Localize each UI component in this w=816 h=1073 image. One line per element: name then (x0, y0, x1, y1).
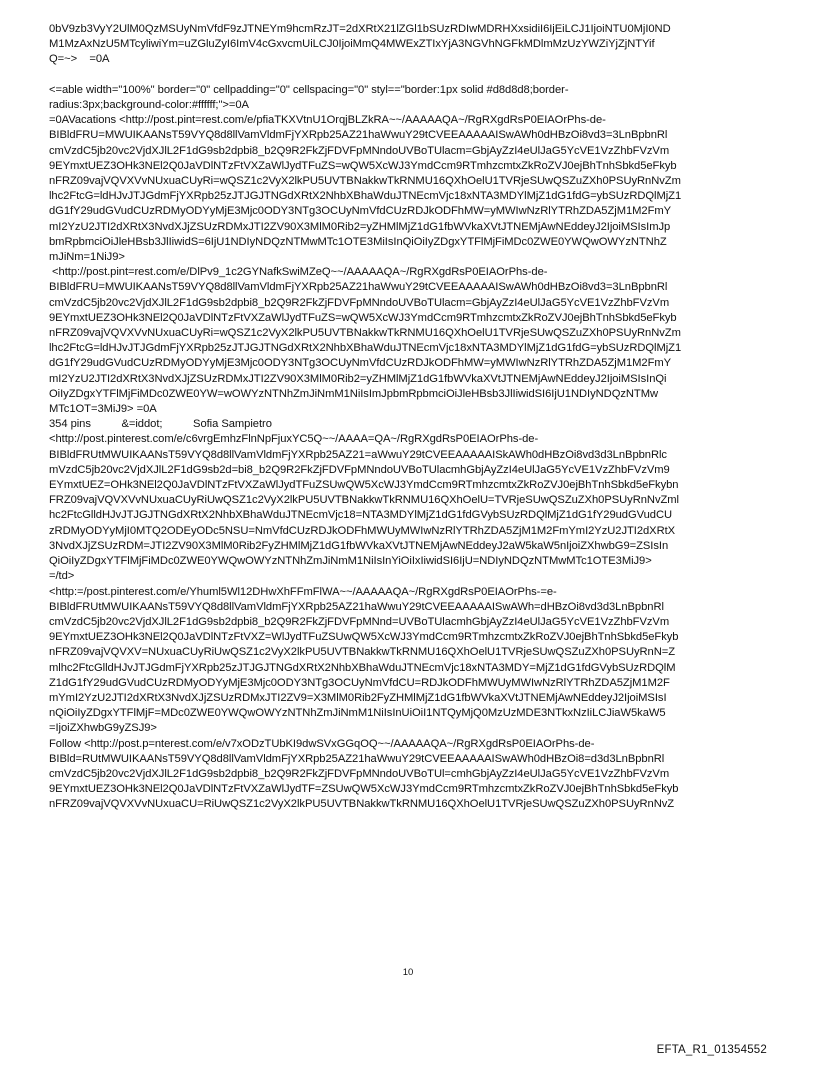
text-line: =0AVacations <http://post.pint=rest.com/e/pfiaTKXVtnU1OrqjBLZkRA~~/AAAAAQA~/RgRXgdRsP0EIAOrPhs-de- (49, 114, 606, 127)
text-line: =IjoiZXhwbG9yZSJ9> (49, 722, 157, 735)
text-line: <http:=/post.pinterest.com/e/Yhuml5Wl12DHwXhFFmFlWA~~/AAAAAQA~/RgRXgdRsP0EIAOrPhs-=e- (49, 585, 557, 598)
text-line: mVzdC5jb20vc2VjdXJlL2F1dG9sb2d=bi8_b2Q9R2FkZjFDVFpMNndoUVBoTUlacmhGbjAyZzI4eUlJaG5YcVE1VzZhbFVzVm9 (49, 463, 670, 476)
text-line: mI2YzU2JTI2dXRtX3NvdXJjZSUzRDMxJTI2ZV90X3MlM0Rib2=yZHMlMjZ1dG1fbWVkaXVtJTNEMjAwNEddeyJ2IjoiMSIsInQi (49, 372, 667, 385)
text-line: bmRpbmciOiJleHBsb3JlIiwidS=6IjU1NDIyNDQzNTMwMTc1OTE3MiIsInQiOiIyZDgxYTFlMjFiMDc0ZWE0YWQwOWYzNTNhZ (49, 235, 667, 248)
text-line: BIBldFRUtMWUIKAANsT59VYQ8d8llVamVldmFjYXRpb25AZ21haWwuY29tCVEEAAAAAISwAWh=dHBzOi8vd3d3LnBpbnRl (49, 600, 664, 613)
text-line: Q=~> =0A (49, 53, 110, 66)
text-block (49, 22, 769, 68)
text-block (49, 737, 769, 813)
text-line: 9EYmxtUEZ3OHk3NEl2Q0JaVDlNTzFtVXZ=WlJydTFuZSUwQW5XcWJ3YmdCcm9RTmhzcmtxZkRoZVJ0ejBhTnhSbkd5eFkyb (49, 631, 679, 644)
text-line: <http://post.pint=rest.com/e/DlPv9_1c2GYNafkSwiMZeQ~~/AAAAAQA~/RgRXgdRsP0EIAOrPhs-de- (49, 266, 548, 279)
text-line: 354 pins &=iddot; Sofia Sampietro (49, 418, 272, 431)
text-line: <http://post.pinterest.com/e/c6vrgEmhzFlnNpFjuxYC5Q~~/AAAA=QA~/RgRXgdRsP0EIAOrPhs-de- (49, 433, 539, 446)
text-line: zRDMyODYyMjI0MTQ2ODEyODc5NSU=NmVfdCUzRDJkODFhMWUyMWIwNzRlYTRhZDA5ZjM1M2FmYmI2YzU2JTI2dXRtX (49, 524, 676, 537)
text-line: mI2YzU2JTI2dXRtX3NvdXJjZSUzRDMxJTI2ZV90X3MlM0Rib2=yZHMlMjZ1dG1fbWVkaXVtJTNEMjAwNEddeyJ2IjoiMSIsImJp (49, 220, 671, 233)
text-line: QiOiIyZDgxYTFlMjFiMDc0ZWE0YWQwOWYzNTNhZmJiNmM1NiIsInYiOiIxIiwidSI6IjU=NDIyNDQzNTMwMTc1OTE3MiJ9> (49, 555, 652, 568)
text-line: BIBldFRU=MWUIKAANsT59VYQ8d8llVamVldmFjYXRpb25AZ21haWwuY29tCVEEAAAAAISwAWh0dHBzOi8vd3=3LnBpbnRl (49, 281, 668, 294)
text-line: OiIyZDgxYTFlMjFiMDc0ZWE0YW=wOWYzNTNhZmJiNmM1NiIsImJpbmRpbmciOiJleHBsb3JlIiwidSI6IjU1NDIyNDQzNTMw (49, 387, 659, 400)
text-line: mJiNm=1NiJ9> (49, 251, 125, 264)
text-line: mYmI2YzU2JTI2dXRtX3NvdXJjZSUzRDMxJTI2ZV9=X3MlM0Rib2FyZHMlMjZ1dG1fbWVkaXVtJTNEMjAwNEddeyJ2IjoiMSIsI (49, 691, 667, 704)
document-body (49, 22, 769, 813)
text-line: M1MzAxNzU5MTcyliwiYm=uZGluZyI6ImV4cGxvcmUiLCJ0IjoiMmQ4MWExZTIxYjA3NGVhNGFkMDlmMzUzYWZiYjZjNTYif (49, 38, 655, 51)
text-block (49, 83, 769, 265)
text-line: nQiOiIyZDgxYTFlMjF=MDc0ZWE0YWQwOWYzNTNhZmJiNmM1NiIsInUiOiI1NTQyMjQ0MzUzMDE3NTkxNzIiLCJiaW5kaW5 (49, 707, 666, 720)
text-line: 0bV9zb3VyY2UlM0QzMSUyNmVfdF9zJTNEYm9hcmRzJT=2dXRtX21lZGl1bSUzRDIwMDRHXxsidiI6IjEiLCJ1IjoiNTU0MjI0ND (49, 23, 671, 35)
text-line: nFRZ09vajVQVXVvNUxuaCUyRi=wQSZ1c2VyX2lkPU5UVTBNakkwTkRNMU16QXhOelU1TVRjeSUwQSZuZXh0PSUyRnNvZm (49, 327, 681, 340)
text-line: dG1fY29udGVudCUzRDMyODYyMjE3Mjc0ODY3NTg3OCUyNmVfdCUzRDJkODFhMW=yMWIwNzRlYTRhZDA5ZjM1M2FmY (49, 205, 672, 218)
text-line: 3NvdXJjZSUzRDM=JTI2ZV90X3MlM0Rib2FyZHMlMjZ1dG1fbWVkaXVtJTNEMjAwNEddeyJ2aW5kaW5nIjoiZXhwbG9=ZSIsIn (49, 539, 669, 552)
text-line: nFRZ09vajVQVXV=NUxuaCUyRiUwQSZ1c2VyX2lkPU5UVTBNakkwTkRNMU16QXhOelU1TVRjeSUwQSZuZXh0PSUyRnN=Z (49, 646, 676, 659)
text-line: dG1fY29udGVudCUzRDMyODYyMjE3Mjc0ODY3NTg3OCUyNmVfdCUzRDJkODFhMW=yMWIwNzRlYTRhZDA5ZjM1M2FmY (49, 357, 672, 370)
text-line: cmVzdC5jb20vc2VjdXJlL2F1dG9sb2dpbi8_b2Q9R2FkZjFDVFpMNnd=UVBoTUlacmhGbjAyZzI4eUlJaG5YcVE1VzZhbFVzVm (49, 615, 670, 628)
text-line: MTc1OT=3MiJ9> =0A (49, 403, 157, 416)
text-block (49, 585, 769, 737)
text-line: cmVzdC5jb20vc2VjdXJlL2F1dG9sb2dpbi8_b2Q9R2FkZjFDVFpMNndoUVBoTUl=cmhGbjAyZzI4eUlJaG5YcVE1VzZhbFVzVm (49, 767, 670, 780)
text-block (49, 417, 769, 584)
document-id: EFTA_R1_01354552 (656, 1044, 767, 1056)
text-line: 9EYmxtUEZ3OHk3NEl2Q0JaVDlNTzFtVXZaWlJydTFuZS=wQW5XcWJ3YmdCcm9RTmhzcmtxZkRoZVJ0ejBhTnhSbkd5eFkyb (49, 311, 677, 324)
text-line: Z1dG1fY29udGVudCUzRDMyODYyMjE3Mjc0ODY3NTg3OCUyNmVfdCU=RDJkODFhMWUyMWIwNzRlYTRhZDA5ZjM1M2F (49, 676, 670, 689)
text-block (49, 265, 769, 417)
text-line: lhc2FtcG=ldHJvJTJGdmFjYXRpb25zJTJGJTNGdXRtX2NhbXBhaWduJTNEcmVjc18xNTA3MDYlMjZ1dG1fdG=ybSUzRDQlMjZ1 (49, 190, 682, 203)
text-line: radius:3px;background-color:#ffffff;">=0A (49, 99, 249, 111)
text-line: 9EYmxtUEZ3OHk3NEl2Q0JaVDlNTzFtVXZaWlJydTF=ZSUwQW5XcWJ3YmdCcm9RTmhzcmtxZkRoZVJ0ejBhTnhSbkd5eFkyb (49, 783, 679, 796)
text-line: FRZ09vajVQVXVvNUxuaCUyRiUwQSZ1c2VyX2lkPU5UVTBNakkwTkRNMU16QXhOelU=TVRjeSUwQSZuZXh0PSUyRnNvZml (49, 494, 679, 507)
text-line: hc2FtcGlldHJvJTJGJTNGdXRtX2NhbXBhaWduJTNEcmVjc18=NTA3MDYlMjZ1dG1fdGVybSUzRDQlMjZ1dG1fY29udGVudCU (49, 509, 673, 522)
text-line: BIBldFRUtMWUIKAANsT59VYQ8d8llVamVldmFjYXRpb25AZ21=aWwuY29tCVEEAAAAAISkAWh0dHBzOi8vd3d3LnBpbnRlc (49, 448, 667, 461)
text-line: cmVzdC5jb20vc2VjdXJlL2F1dG9sb2dpbi8_b2Q9R2FkZjFDVFpMNndoUVBoTUlacm=GbjAyZzI4eUlJaG5YcVE1VzZhbFVzVm (49, 144, 670, 157)
text-line: mlhc2FtcGlldHJvJTJGdmFjYXRpb25zJTJGJTNGdXRtX2NhbXBhaWduJTNEcmVjc18xNTA3MDY=MjZ1dG1fdGVybSUzRDQlM (49, 661, 676, 674)
paragraph-gap (49, 68, 769, 83)
text-line: lhc2FtcG=ldHJvJTJGdmFjYXRpb25zJTJGJTNGdXRtX2NhbXBhaWduJTNEcmVjc18xNTA3MDYlMjZ1dG1fdG=ybSUzRDQlMjZ1 (49, 342, 682, 355)
text-line: <=able width="100%" border="0" cellpadding="0" cellspacing="0" styl=="border:1px solid #d8d8d8;border- (49, 83, 569, 96)
text-line: Follow <http://post.p=nterest.com/e/v7xODzTUbKI9dwSVxGGqOQ~~/AAAAAQA~/RgRXgdRsP0EIAOrPhs-de- (49, 737, 595, 750)
text-line: BIBldFRU=MWUIKAANsT59VYQ8d8llVamVldmFjYXRpb25AZ21haWwuY29tCVEEAAAAAISwAWh0dHBzOi8vd3=3LnBpbnRl (49, 129, 668, 142)
page-number: 10 (402, 967, 414, 978)
text-line: =/td> (49, 570, 75, 583)
text-line: cmVzdC5jb20vc2VjdXJlL2F1dG9sb2dpbi8_b2Q9R2FkZjFDVFpMNndoUVBoTUlacm=GbjAyZzI4eUlJaG5YcVE1VzZhbFVzVm (49, 296, 670, 309)
text-line: EYmxtUEZ=OHk3NEl2Q0JaVDlNTzFtVXZaWlJydTFuZSUwQW5XcWJ3YmdCcm9RTmhzcmtxZkRoZVJ0ejBhTnhSbkd5eFkybn (49, 479, 679, 492)
text-line: nFRZ09vajVQVXVvNUxuaCU=RiUwQSZ1c2VyX2lkPU5UVTBNakkwTkRNMU16QXhOelU1TVRjeSUwQSZuZXh0PSUyRnNvZ (49, 798, 675, 811)
text-line: nFRZ09vajVQVXVvNUxuaCUyRi=wQSZ1c2VyX2lkPU5UVTBNakkwTkRNMU16QXhOelU1TVRjeSUwQSZuZXh0PSUyRnNvZm (49, 175, 681, 188)
text-line: BIBld=RUtMWUIKAANsT59VYQ8d8llVamVldmFjYXRpb25AZ21haWwuY29tCVEEAAAAAISwAWh0dHBzOi8=d3d3LnBpbnRl (49, 752, 665, 765)
text-line: 9EYmxtUEZ3OHk3NEl2Q0JaVDlNTzFtVXZaWlJydTFuZS=wQW5XcWJ3YmdCcm9RTmhzcmtxZkRoZVJ0ejBhTnhSbkd5eFkyb (49, 159, 677, 172)
